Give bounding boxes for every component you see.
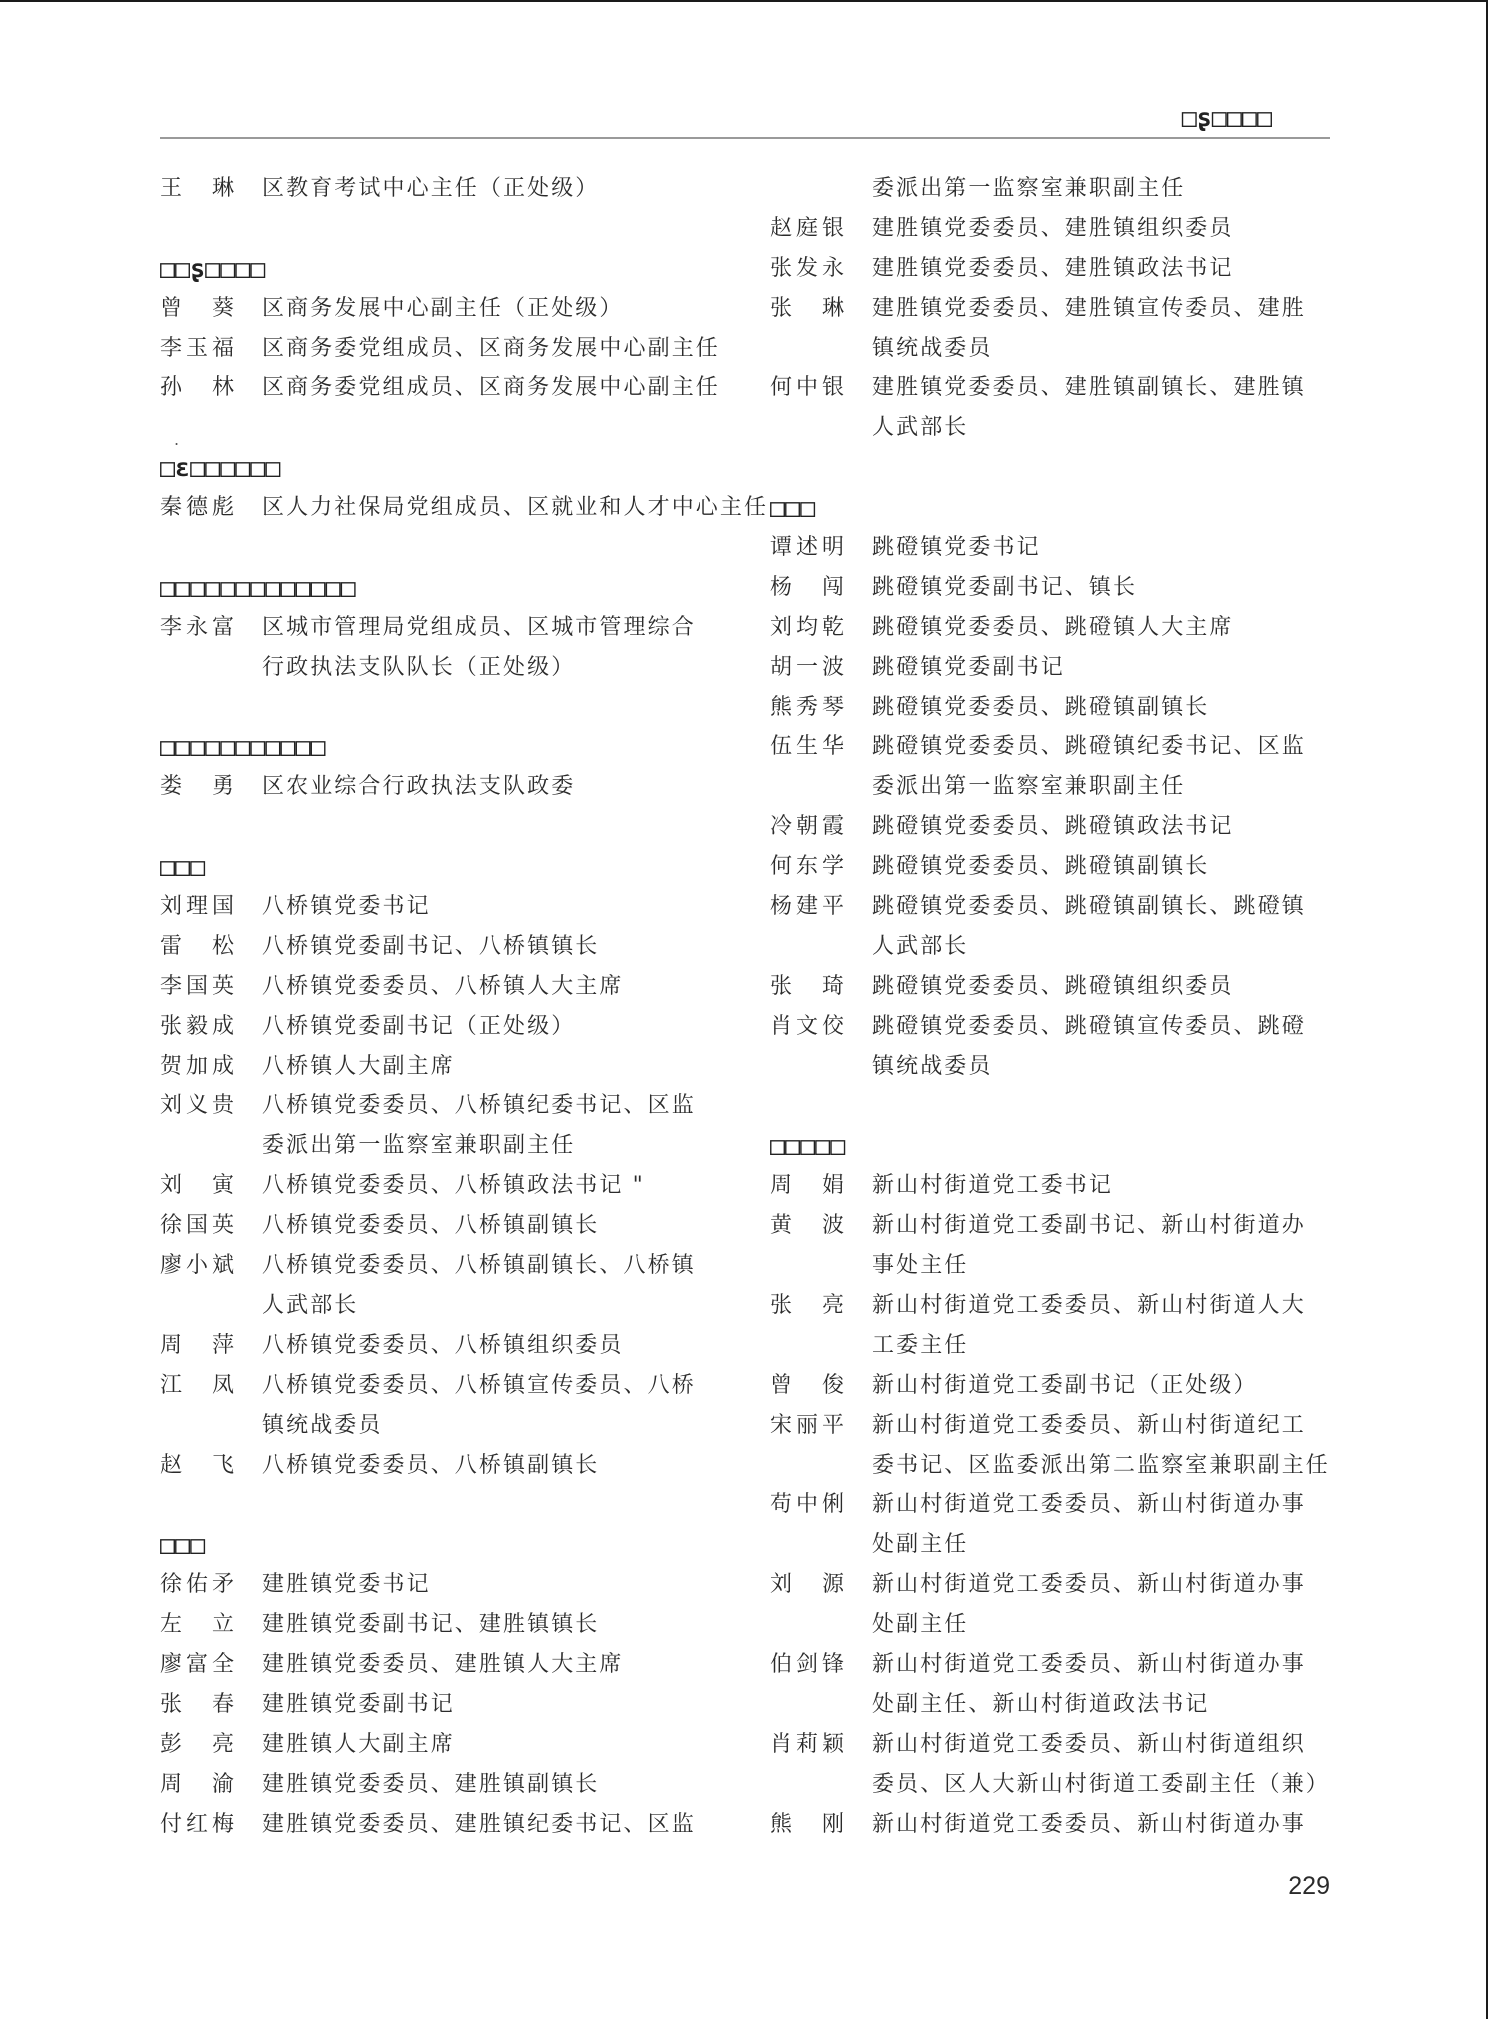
continuation-row [770,1446,1370,1486]
position-title-continued: 处副主任 [872,1612,969,1638]
position-title-continued: 行政执法支队队长（正处级） [262,654,576,680]
position-title: 建胜镇党委委员、建胜镇副镇长、建胜镇 [872,375,1306,401]
position-title: 八桥镇党委委员、八桥镇副镇长 [262,1213,600,1239]
position-title: 建胜镇党委委员、建胜镇纪委书记、区监 [262,1811,696,1837]
entry-row [770,807,1370,847]
person-name: 徐国英 [160,1213,239,1239]
continuation-row [160,1126,750,1166]
person-name: 孙 林 [160,375,239,401]
entry-row [160,1565,750,1605]
position-title: 新山村街道党工委委员、新山村街道办事 [872,1492,1306,1518]
entry-row [770,368,1370,408]
person-name: 熊秀琴 [770,694,849,720]
position-title: 新山村街道党工委副书记、新山村街道办 [872,1213,1306,1239]
section-heading: □□□□□□□□□□□ [160,732,326,762]
continuation-row [160,1286,750,1326]
entry-row [770,887,1370,927]
position-title: 建胜镇党委委员、建胜镇组织委员 [872,215,1234,241]
person-name: 张发永 [770,255,849,281]
position-title: 建胜镇党委委员、建胜镇副镇长 [262,1771,600,1797]
continuation-row [770,1605,1370,1645]
position-title: 建胜镇党委委员、建胜镇宣传委员、建胜 [872,295,1306,321]
person-name: 雷 松 [160,933,239,959]
entry-row [770,568,1370,608]
entry-row [770,608,1370,648]
entry-row [770,1007,1370,1047]
position-title: 新山村街道党工委委员、新山村街道纪工 [872,1412,1306,1438]
person-name: 胡一波 [770,654,849,680]
entry-row [770,1166,1370,1206]
position-title-continued: 人武部长 [872,933,969,959]
section-block [160,847,750,1485]
position-title: 跳磴镇党委委员、跳磴镇副镇长 [872,694,1210,720]
section-heading: □□□□□□□□□□□□□ [160,572,356,602]
entry-row [770,967,1370,1007]
continuation-row [770,169,1370,209]
person-name: 贺加成 [160,1053,239,1079]
entry-row [770,209,1370,249]
position-title: 跳磴镇党委副书记、镇长 [872,574,1138,600]
entry-row [160,368,750,408]
position-title: 跳磴镇党委委员、跳磴镇纪委书记、区监 [872,734,1306,760]
entry-row [770,727,1370,767]
entry-row [770,1645,1370,1685]
position-title: 八桥镇党委委员、八桥镇副镇长 [262,1452,600,1478]
continuation-row [770,1047,1370,1087]
person-name: 曾 葵 [160,295,239,321]
entry-row [160,1605,750,1645]
person-name: 刘 寅 [160,1173,239,1199]
person-name: 廖小斌 [160,1253,239,1279]
stray-mark: . [174,430,180,449]
position-title: 跳磴镇党委委员、跳磴镇政法书记 [872,814,1234,840]
person-name: 杨建平 [770,894,849,920]
continuation-row [770,1685,1370,1725]
position-title-continued: 处副主任 [872,1532,969,1558]
entry-row [160,289,750,329]
header-rule [160,137,1330,139]
position-title: 建胜镇党委副书记 [262,1691,455,1717]
person-name: 张 春 [160,1691,239,1717]
entry-row [160,1366,750,1406]
person-name: 付红梅 [160,1811,239,1837]
entry-row [160,1246,750,1286]
entry-row [160,767,750,807]
position-title: 八桥镇党委副书记、八桥镇镇长 [262,933,600,959]
position-title-continued: 镇统战委员 [872,335,993,361]
continuation-row [160,1406,750,1446]
person-name: 何东学 [770,854,849,880]
person-name: 刘 源 [770,1572,849,1598]
entry-row [160,608,750,648]
person-name: 周 渝 [160,1771,239,1797]
position-title-continued: 委派出第一监察室兼职副主任 [872,176,1186,201]
entry-row [160,1206,750,1246]
continuation-row [770,767,1370,807]
section-block [160,568,750,688]
position-title: 新山村街道党工委委员、新山村街道办事 [872,1811,1306,1837]
entry-row [160,887,750,927]
position-title: 八桥镇人大副主席 [262,1053,455,1079]
position-title: 区城市管理局党组成员、区城市管理综合 [262,614,696,640]
entry-row [770,1286,1370,1326]
entry-row [160,488,769,528]
person-name: 江 凤 [160,1372,239,1398]
entry-row [160,1047,750,1087]
person-name: 伍生华 [770,734,849,760]
position-title: 新山村街道党工委委员、新山村街道组织 [872,1731,1306,1757]
position-title: 区商务委党组成员、区商务发展中心副主任 [262,335,720,361]
person-name: 王 琳 [160,176,239,201]
left-column [160,169,769,1844]
position-title: 新山村街道党工委委员、新山村街道办事 [872,1572,1306,1598]
continuation-row [770,1525,1370,1565]
person-name: 李国英 [160,973,239,999]
position-title: 建胜镇党委副书记、建胜镇镇长 [262,1612,600,1638]
entry-row [160,1685,750,1725]
position-title: 跳磴镇党委委员、跳磴镇宣传委员、跳磴 [872,1013,1306,1039]
continuation-row [160,648,750,688]
person-name: 熊 刚 [770,1811,849,1837]
position-title-continued: 人武部长 [262,1292,359,1318]
person-name: 娄 勇 [160,774,239,800]
entry-row [770,1565,1370,1605]
position-title: 跳磴镇党委委员、跳磴镇副镇长 [872,854,1210,880]
person-name: 李玉福 [160,335,239,361]
position-title: 建胜镇党委委员、建胜镇人大主席 [262,1651,624,1677]
position-title: 八桥镇党委副书记（正处级） [262,1013,576,1039]
entry-row [770,688,1370,728]
position-title-continued: 人武部长 [872,415,969,441]
page-top-edge [0,0,1488,2]
position-title: 八桥镇党委委员、八桥镇人大主席 [262,973,624,999]
entry-row [770,249,1370,289]
entry-row [770,1805,1370,1845]
person-name: 徐佑矛 [160,1572,239,1598]
section-block [160,1525,750,1844]
position-title-continued: 镇统战委员 [262,1412,383,1438]
running-title: □ʂ□□□□ [1181,103,1272,132]
entry-row [160,1446,750,1486]
section-heading: □□□□□ [770,1131,846,1161]
person-name: 肖莉颖 [770,1731,849,1757]
entry-row [770,1485,1370,1525]
person-name: 张 琦 [770,973,849,999]
person-name: 左 立 [160,1612,239,1638]
person-name: 张 琳 [770,295,849,321]
position-title: 建胜镇人大副主席 [262,1731,455,1757]
person-name: 周 娟 [770,1173,849,1199]
person-name: 张 亮 [770,1292,849,1318]
continuation-row [770,1326,1370,1366]
section-block [160,727,750,807]
position-title: 建胜镇党委委员、建胜镇政法书记 [872,255,1234,281]
position-title: 八桥镇党委委员、八桥镇组织委员 [262,1332,624,1358]
position-title: 区农业综合行政执法支队政委 [262,774,576,800]
section-block [160,249,750,409]
position-title-continued: 工委主任 [872,1332,969,1358]
entry-row [160,1086,750,1126]
entry-row [160,1166,750,1206]
entry-row [160,927,750,967]
position-title: 新山村街道党工委书记 [872,1173,1114,1199]
person-name: 刘理国 [160,894,239,920]
continuation-row [770,408,1370,448]
position-title-continued: 镇统战委员 [872,1053,993,1079]
person-name: 伯剑锋 [770,1651,849,1677]
position-title: 区商务发展中心副主任（正处级） [262,295,624,321]
position-title: 区教育考试中心主任（正处级） [262,176,600,201]
position-title: 八桥镇党委委员、八桥镇宣传委员、八桥 [262,1372,696,1398]
position-title: 区商务委党组成员、区商务发展中心副主任 [262,375,720,401]
entry-row [160,1645,750,1685]
section-heading: □□ʂ□□□□ [160,253,266,283]
person-name: 宋丽平 [770,1412,849,1438]
entry-row [770,648,1370,688]
person-name: 刘义贵 [160,1093,239,1119]
person-name: 曾 俊 [770,1372,849,1398]
entry-row [770,1366,1370,1406]
continuation-row [770,927,1370,967]
position-title-continued: 委派出第一监察室兼职副主任 [262,1133,576,1159]
entry-row [160,169,750,209]
person-name: 杨 闯 [770,574,849,600]
position-title: 跳磴镇党委委员、跳磴镇组织委员 [872,973,1234,999]
person-name: 彭 亮 [160,1731,239,1757]
person-name: 刘均乾 [770,614,849,640]
position-title: 跳磴镇党委书记 [872,535,1041,561]
entry-row [160,1326,750,1366]
entry-row [770,847,1370,887]
entry-row [770,1725,1370,1765]
section-heading: □□□ [160,852,206,882]
position-title: 新山村街道党工委副书记（正处级） [872,1372,1258,1398]
person-name: 苟中俐 [770,1492,849,1518]
entry-row [160,329,750,369]
section-heading: □□□ [770,493,816,523]
person-name: 廖富全 [160,1651,239,1677]
position-title: 建胜镇党委书记 [262,1572,431,1598]
person-name: 冷朝霞 [770,814,849,840]
position-title-continued: 委员、区人大新山村街道工委副主任（兼） [872,1771,1330,1797]
section-block [160,169,750,209]
position-title: 新山村街道党工委委员、新山村街道办事 [872,1651,1306,1677]
person-name: 秦德彪 [160,495,239,521]
person-name: 李永富 [160,614,239,640]
position-title-continued: 事处主任 [872,1253,969,1279]
entry-row [160,1805,750,1845]
position-title-continued: 处副主任、新山村街道政法书记 [872,1691,1210,1717]
person-name: 张毅成 [160,1013,239,1039]
position-title-continued: 委派出第一监察室兼职副主任 [872,774,1186,800]
position-title: 跳磴镇党委委员、跳磴镇人大主席 [872,614,1234,640]
position-title-continued: 委书记、区监委派出第二监察室兼职副主任 [872,1452,1330,1478]
section-block [770,169,1370,448]
page-number: 229 [1288,1872,1330,1900]
continuation-row [770,1246,1370,1286]
position-title: 跳磴镇党委副书记 [872,654,1065,680]
position-title: 八桥镇党委委员、八桥镇政法书记 " [262,1173,645,1199]
entry-row [160,967,750,1007]
continuation-row [770,329,1370,369]
person-name: 赵 飞 [160,1452,239,1478]
person-name: 赵庭银 [770,215,849,241]
person-name: 谭述明 [770,535,849,561]
section-block [770,488,1370,1086]
position-title: 八桥镇党委书记 [262,894,431,920]
position-title: 区人力社保局党组成员、区就业和人才中心主任 [262,495,769,521]
position-title: 八桥镇党委委员、八桥镇纪委书记、区监 [262,1093,696,1119]
position-title: 新山村街道党工委委员、新山村街道人大 [872,1292,1306,1318]
position-title: 八桥镇党委委员、八桥镇副镇长、八桥镇 [262,1253,696,1279]
entry-row [770,1206,1370,1246]
section-heading: □□□ [160,1530,206,1560]
person-name: 何中银 [770,375,849,401]
entry-row [770,1406,1370,1446]
entry-row [160,1765,750,1805]
person-name: 肖文佼 [770,1013,849,1039]
entry-row [770,528,1370,568]
entry-row [160,1007,750,1047]
position-title: 跳磴镇党委委员、跳磴镇副镇长、跳磴镇 [872,894,1306,920]
section-block [770,1126,1370,1844]
entry-row [160,1725,750,1765]
person-name: 周 萍 [160,1332,239,1358]
right-column [770,169,1370,1844]
section-block [160,448,769,528]
section-heading: □ɛ□□□□□□ [160,453,281,483]
entry-row [770,289,1370,329]
continuation-row [770,1765,1370,1805]
person-name: 黄 波 [770,1213,849,1239]
